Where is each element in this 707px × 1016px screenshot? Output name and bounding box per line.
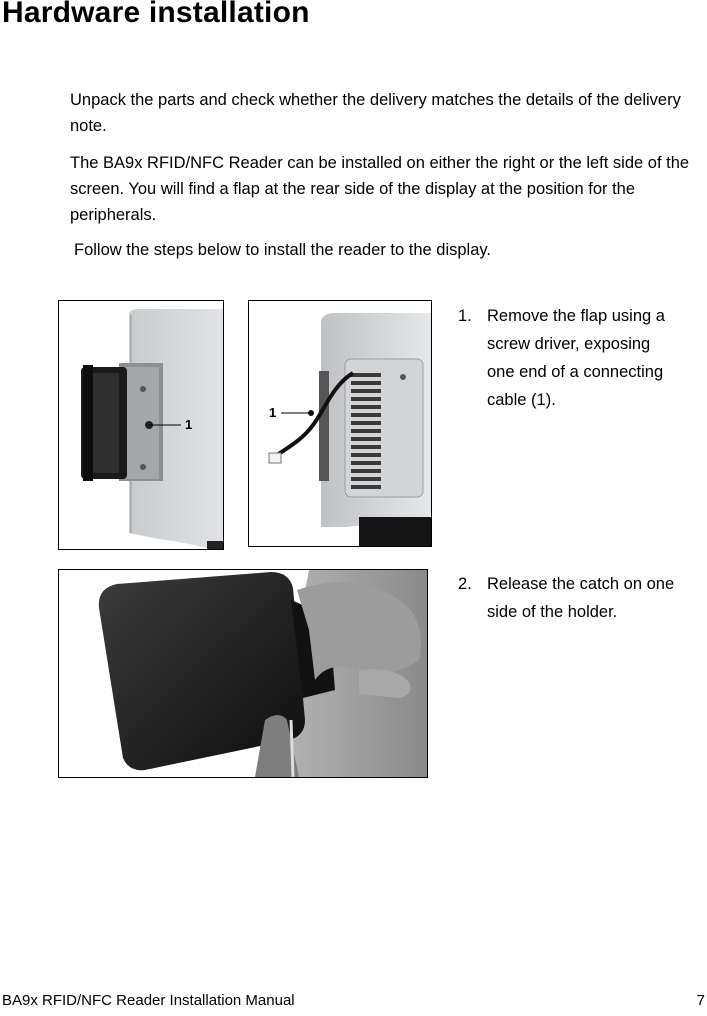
callout-1-left: 1 bbox=[185, 417, 193, 432]
page-heading: Hardware installation bbox=[2, 0, 310, 29]
footer-title: BA9x RFID/NFC Reader Installation Manual bbox=[2, 992, 295, 1009]
step-2 bbox=[458, 570, 703, 630]
step-2-text: Release the catch on one side of the holder. bbox=[487, 575, 675, 621]
callout-1-right: 1 bbox=[269, 405, 277, 420]
photo-release-catch bbox=[58, 569, 428, 778]
photo-flap-removed bbox=[58, 300, 224, 550]
step-1 bbox=[458, 302, 665, 442]
step-2-number: 2. bbox=[458, 575, 472, 593]
step-1-number: 1. bbox=[458, 307, 472, 325]
step-1-text: Remove the flap using a screw driver, exposing one end of a connecting cable (1). bbox=[487, 307, 665, 409]
page-number: 7 bbox=[696, 992, 705, 1009]
follow-steps-paragraph: Follow the steps below to install the reader to the display. bbox=[74, 241, 492, 259]
intro-paragraph: Unpack the parts and check whether the delivery matches the details of the delivery note. bbox=[70, 91, 681, 135]
photo-connecting-cable bbox=[248, 300, 432, 547]
install-side-paragraph: The BA9x RFID/NFC Reader can be installed on either the right or the left side of the screen. You will find a flap at the rear side of the display at the position for the peripherals. bbox=[70, 154, 690, 224]
